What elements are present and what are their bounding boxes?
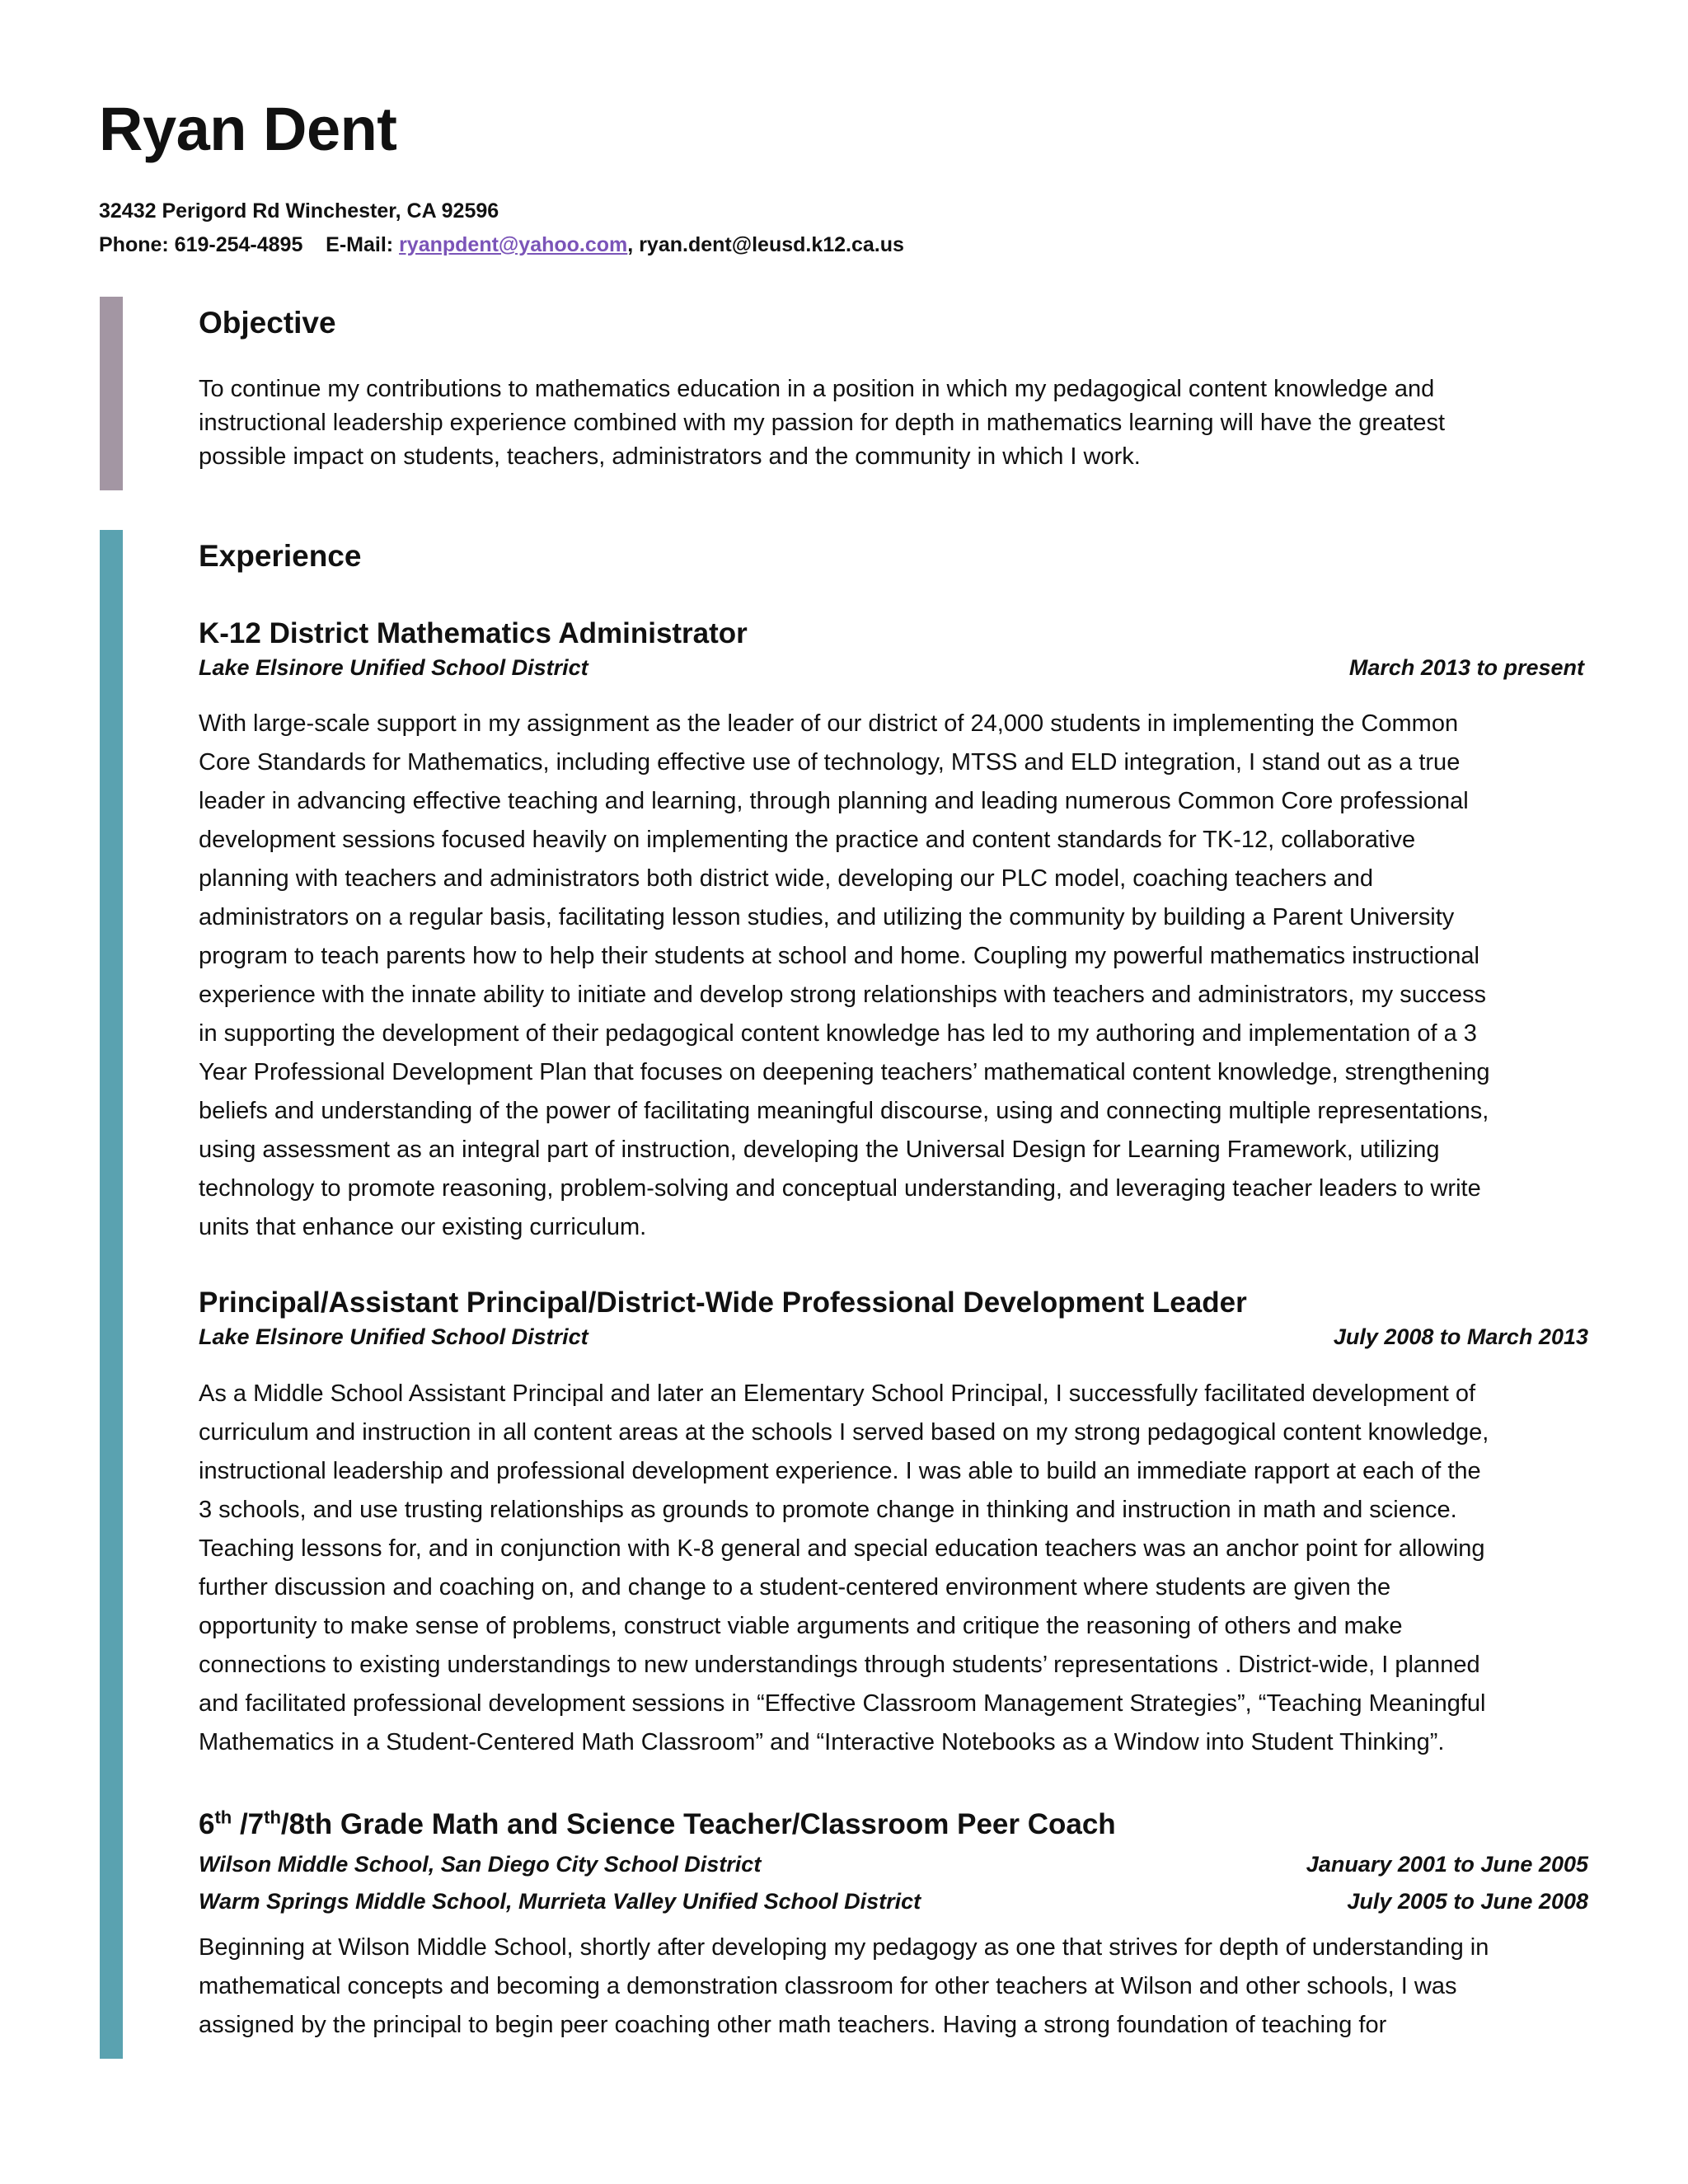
text-line: mathematical concepts and becoming a demonstration classroom for other teachers at Wilson and other schools, I was — [199, 1973, 1457, 1999]
text-line: further discussion and coaching on, and change to a student-centered environment where students are given the — [199, 1574, 1391, 1601]
ordinal-suffix: th — [264, 1807, 281, 1828]
job-organization: Warm Springs Middle School, Murrieta Valley Unified School District — [199, 1889, 921, 1914]
title-part: 6 — [199, 1808, 215, 1840]
text-line: technology to promote reasoning, problem-solving and conceptual understanding, and leveraging teacher leaders to write — [199, 1175, 1481, 1202]
job-meta — [199, 1324, 1588, 1352]
job-description — [199, 1375, 1583, 1762]
ordinal-suffix: th — [214, 1807, 232, 1828]
text-line: planning with teachers and administrators both district wide, developing our PLC model, coaching teachers and — [199, 865, 1374, 892]
text-line: curriculum and instruction in all content areas at the schools I served based on my strong pedagogical content knowledge, — [199, 1419, 1489, 1446]
objective-section — [199, 307, 1583, 474]
objective-heading: Objective — [199, 306, 336, 340]
text-line: leader in advancing effective teaching and learning, through planning and leading numerous Common Core professional — [199, 788, 1469, 814]
text-line: Beginning at Wilson Middle School, shortly after developing my pedagogy as one that strives for depth of understanding in — [199, 1934, 1489, 1961]
email-secondary: ryan.dent@leusd.k12.ca.us — [639, 233, 904, 256]
job-meta — [199, 1852, 1588, 1880]
email-separator: , — [627, 233, 640, 256]
text-line: experience with the innate ability to initiate and develop strong relationships with teachers and administrators, my success — [199, 982, 1486, 1008]
text-line: Core Standards for Mathematics, including effective use of technology, MTSS and ELD integration, I stand out as a true — [199, 749, 1461, 776]
email-link[interactable]: ryanpdent@yahoo.com — [399, 233, 628, 256]
text-line: Teaching lessons for, and in conjunction with K-8 general and special education teachers was an anchor point for allowing — [199, 1535, 1485, 1562]
candidate-name: Ryan Dent — [99, 95, 397, 163]
text-line: opportunity to make sense of problems, construct viable arguments and critique the reasoning of others and make — [199, 1613, 1403, 1639]
job-description — [199, 1929, 1583, 2045]
job-dates: July 2005 to June 2008 — [1347, 1889, 1588, 1914]
text-line: Mathematics in a Student-Centered Math Classroom” and “Interactive Notebooks as a Window into Student Thinking”. — [199, 1729, 1445, 1755]
job-description — [199, 705, 1583, 1247]
job-entry — [199, 1807, 1588, 2045]
text-line: using assessment as an integral part of instruction, developing the Universal Design for Learning Framework, utilizing — [199, 1137, 1440, 1163]
text-line: connections to existing understandings to new understandings through students’ representations . District-wide, I planned — [199, 1652, 1480, 1678]
title-part: /7 — [232, 1808, 265, 1840]
job-meta — [199, 1889, 1588, 1917]
phone-label: Phone: — [99, 233, 175, 256]
text-line: instructional leadership and professional development experience. I was able to build an immediate rapport at each of the — [199, 1458, 1481, 1484]
text-line: and facilitated professional development sessions in “Effective Classroom Management Strategies”, “Teaching Meaningful — [199, 1690, 1486, 1717]
text-line: units that enhance our existing curriculum. — [199, 1214, 647, 1240]
job-entry — [199, 1286, 1588, 1762]
job-dates: January 2001 to June 2005 — [1306, 1852, 1588, 1877]
email-label: E-Mail: — [326, 233, 400, 256]
text-line: assigned by the principal to begin peer coaching other math teachers. Having a strong foundation of teaching for — [199, 2012, 1387, 2038]
objective-accent-bar — [100, 297, 123, 490]
job-organization: Lake Elsinore Unified School District — [199, 655, 588, 680]
text-line: program to teach parents how to help their students at school and home. Coupling my powerful mathematics instructional — [199, 943, 1479, 969]
experience-heading: Experience — [199, 539, 362, 573]
text-line: beliefs and understanding of the power of facilitating meaningful discourse, using and connecting multiple representations, — [199, 1098, 1489, 1124]
contact-line — [99, 235, 904, 255]
job-organization: Lake Elsinore Unified School District — [199, 1324, 588, 1349]
experience-section — [199, 541, 1583, 571]
job-meta — [199, 655, 1584, 683]
text-line: development sessions focused heavily on implementing the practice and content standards for TK-12, collaborative — [199, 827, 1416, 853]
objective-text — [199, 373, 1583, 474]
title-part: /8th Grade Math and Science Teacher/Classroom Peer Coach — [280, 1808, 1116, 1840]
text-line: administrators on a regular basis, facilitating lesson studies, and utilizing the community by building a Parent University — [199, 904, 1455, 930]
job-title — [199, 1807, 1583, 1840]
experience-accent-bar — [100, 530, 123, 2059]
text-line: in supporting the development of their pedagogical content knowledge has led to my authoring and implementation of a 3 — [199, 1020, 1477, 1047]
job-entry — [199, 619, 1583, 1247]
job-dates: March 2013 to present — [1348, 655, 1584, 680]
job-organization: Wilson Middle School, San Diego City School District — [199, 1852, 762, 1877]
text-line: possible impact on students, teachers, administrators and the community in which I work. — [199, 443, 1141, 470]
address: 32432 Perigord Rd Winchester, CA 92596 — [99, 199, 499, 223]
text-line: To continue my contributions to mathematics education in a position in which my pedagogical content knowledge and — [199, 376, 1435, 402]
text-line: 3 schools, and use trusting relationships as grounds to promote change in thinking and instruction in math and science. — [199, 1497, 1457, 1523]
job-title: Principal/Assistant Principal/District-Wide Professional Development Leader — [199, 1286, 1247, 1319]
job-dates: July 2008 to March 2013 — [1333, 1324, 1588, 1349]
text-line: Year Professional Development Plan that focuses on deepening teachers’ mathematical content knowledge, strengthening — [199, 1059, 1490, 1085]
phone-number: 619-254-4895 — [174, 233, 303, 256]
job-title: K-12 District Mathematics Administrator — [199, 617, 748, 649]
text-line: With large-scale support in my assignment as the leader of our district of 24,000 students in implementing the Common — [199, 710, 1459, 737]
text-line: As a Middle School Assistant Principal and later an Elementary School Principal, I successfully facilitated development of — [199, 1380, 1476, 1407]
text-line: instructional leadership experience combined with my passion for depth in mathematics learning will have the greatest — [199, 410, 1446, 436]
